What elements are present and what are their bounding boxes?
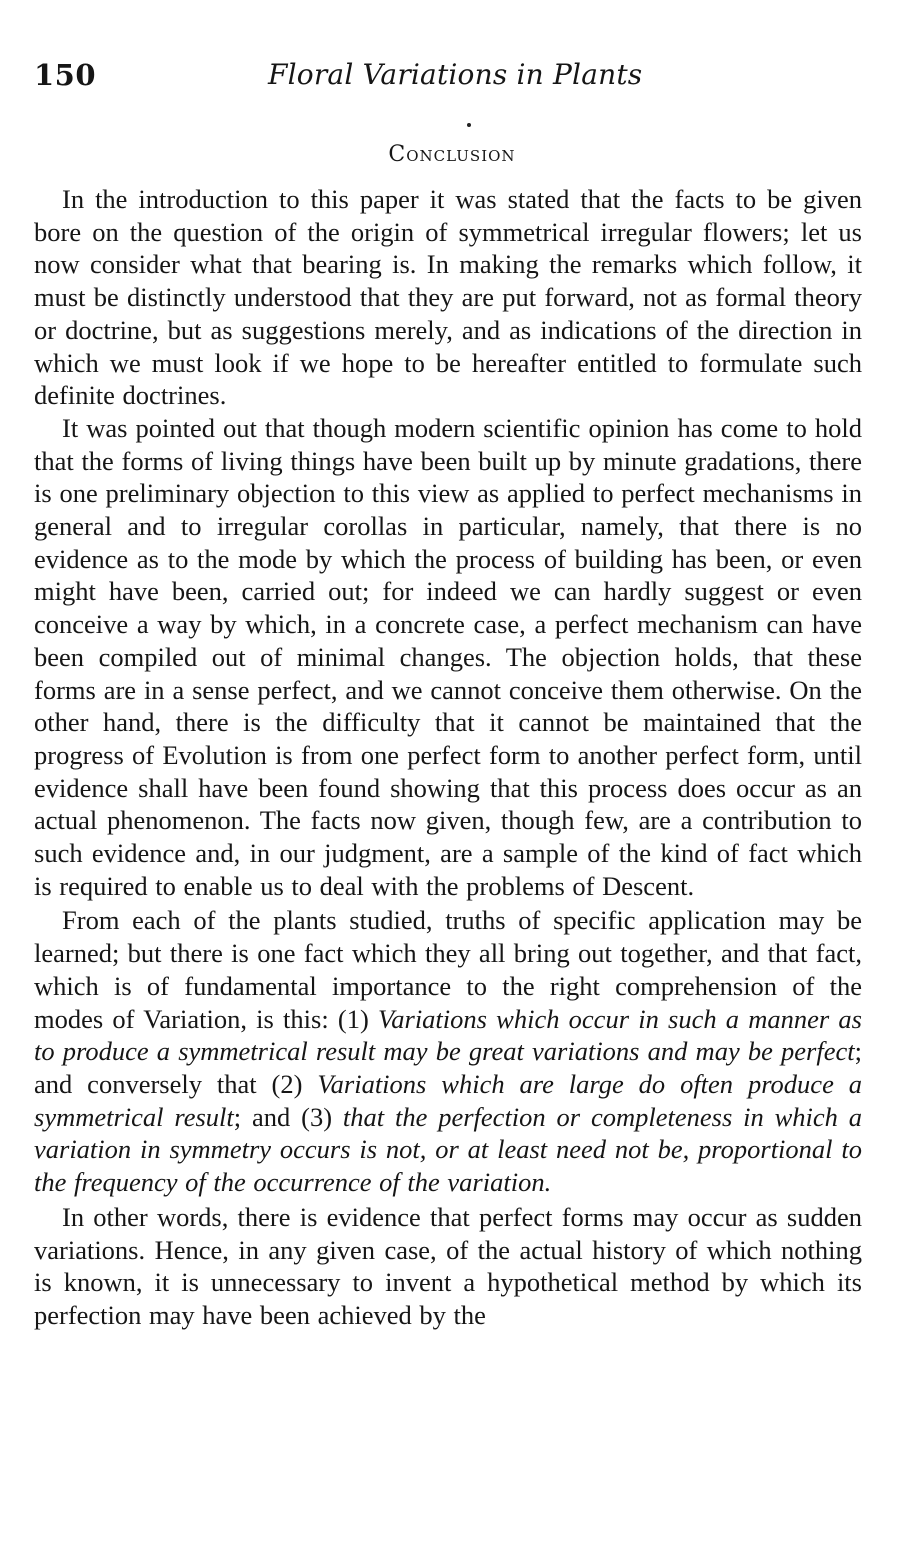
paragraph-3-emphasis-3: that the perfection or completeness in which a variation in symmetry occurs is not, or at least need not be, proportional to the frequency of the occurrence of the variation. [34,1101,863,1198]
page-number: 150 [34,58,97,92]
body-text [34,183,862,1332]
running-title: Floral Variations in Plants [268,58,643,91]
paragraph-1: In the introduction to this paper it was stated that the facts to be given bore on the question of the origin of symmetrical irregular flowers; let us now consider what that bearing is. In making the remarks which follow, it must be distinctly understood that they are put forward, not as formal theory or doctrine, but as suggestions merely, and as indications of the direction in which we must look if we hope to be hereafter entitled to formulate such definite doctrines. [34,184,862,411]
paragraph-3-text-1: From each of the plants studied, truths of specific application may be learned; but there is one fact which they all bring out together, and that fact, which is of fundamental importance to the right comprehension of the modes of Variation, is this: (1) [34,905,862,1034]
print-speck [467,123,471,127]
running-head [34,58,860,98]
paragraph-3 [34,904,862,1198]
paragraph-3-text-3: ; and (3) [233,1101,343,1132]
section-heading: Conclusion [388,142,516,167]
paragraph-4: In other words, there is evidence that perfect forms may occur as sudden variations. Hence, in any given case, of the actual history of which nothing is known, it is unnecessary to invent a hypothetical method by which its perfection may have been achieved by the [34,1201,862,1330]
paragraph-3-emphasis-1: Variations which occur in such a manner as to produce a symmetrical result may be great variations and may be perfect [34,1003,862,1067]
paragraph-2: It was pointed out that though modern scientific opinion has come to hold that the forms of living things have been built up by minute gradations, there is one preliminary objection to this view as applied to perfect mechanisms in general and to irregular corollas in particular, namely, that there is no evidence as to the mode by which the process of building has been, or even might have been, carried out; for indeed we can hardly suggest or even conceive a way by which, in a concrete case, a perfect mechanism can have been compiled out of minimal changes. The objection holds, that these forms are in a sense perfect, and we cannot conceive them otherwise. On the other hand, there is the difficulty that it cannot be maintained that the progress of Evolution is from one perfect form to another perfect form, until evidence shall have been found showing that this process does occur as an actual phenomenon. The facts now given, though few, are a contribution to such evidence and, in our judgment, are a sample of the kind of fact which is required to enable us to deal with the problems of Descent. [34,412,862,901]
paragraph-3-emphasis-2: Variations which are large do often produce a symmetrical result [34,1068,863,1132]
paragraph-3-text-2: ; and conversely that (2) [34,1036,862,1099]
